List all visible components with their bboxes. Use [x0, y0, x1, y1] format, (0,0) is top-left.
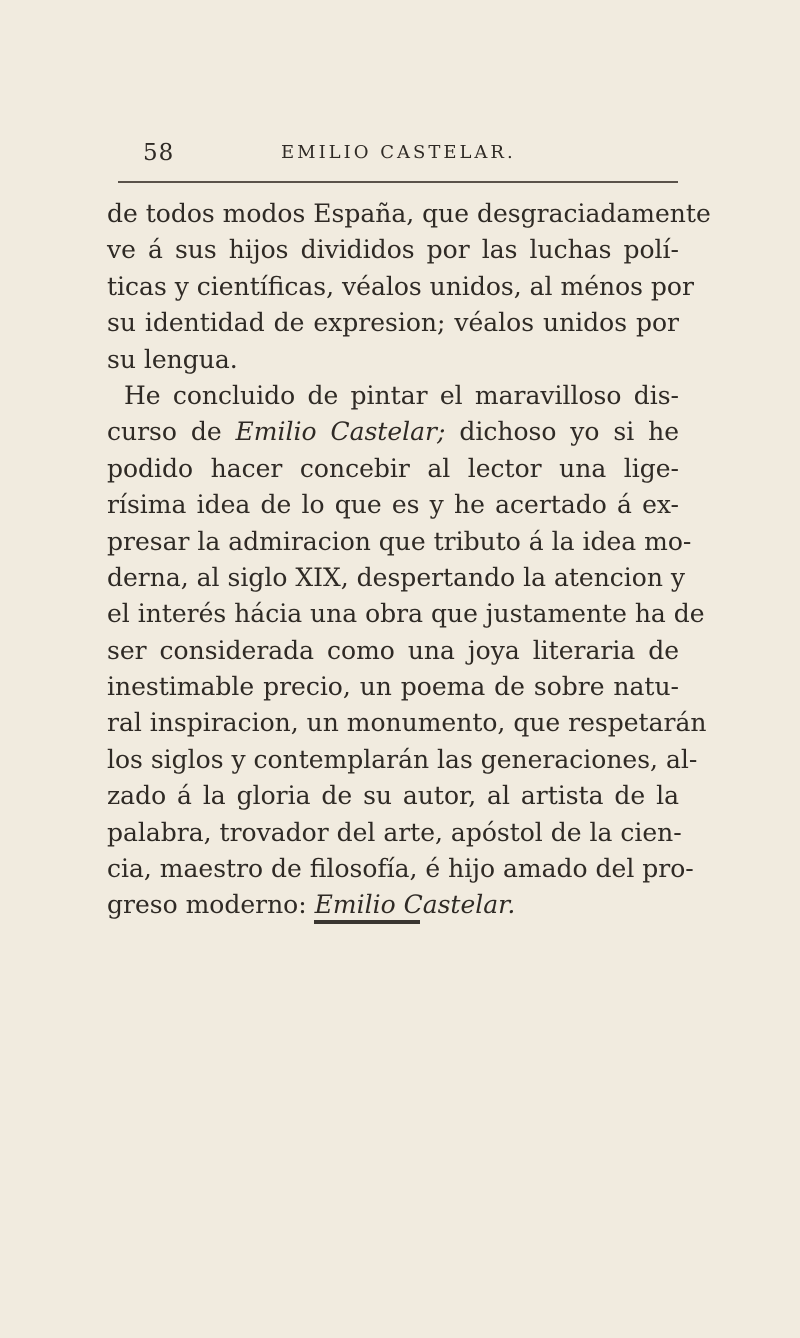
text-line-with-italic	[107, 414, 679, 450]
text-line: los siglos y contemplarán las generaciones, al-	[107, 744, 698, 774]
text-line: inestimable precio, un poema de sobre natu-	[107, 672, 679, 702]
text-line: el interés hácia una obra que justamente ha de	[107, 599, 705, 629]
text-line: su identidad de expresion; véalos unidos por	[107, 308, 679, 338]
page-header	[143, 140, 683, 174]
text-line: ticas y científicas, véalos unidos, al ménos por	[107, 271, 694, 301]
text-line: He concluido de pintar el maravilloso dis-	[124, 380, 679, 410]
italic-author-name-final: Emilio Castelar.	[314, 890, 516, 920]
text-line-final	[107, 887, 679, 923]
text-line: ser considerada como una joya literaria de	[107, 635, 679, 665]
text-line: zado á la gloria de su autor, al artista de la	[107, 781, 679, 811]
text-line: derna, al siglo XIX, despertando la atencion y	[107, 562, 686, 592]
running-head: EMILIO CASTELAR.	[281, 142, 516, 163]
text-line: su lengua.	[107, 344, 238, 374]
text-line: ral inspiracion, un monumento, que respetarán	[107, 708, 707, 738]
text-line: rísima idea de lo que es y he acertado á ex-	[107, 490, 679, 520]
text-line: de todos modos España, que desgraciadamente	[107, 199, 711, 228]
text-line: presar la admiracion que tributo á la idea mo-	[107, 526, 692, 556]
text-segment: greso moderno:	[107, 890, 307, 920]
body-text	[107, 196, 711, 924]
text-segment: dichoso yo si he	[459, 417, 679, 447]
italic-author-name: Emilio Castelar;	[235, 417, 446, 447]
page-number: 58	[143, 140, 175, 166]
text-line: podido hacer concebir al lector una lige-	[107, 453, 679, 483]
end-rule	[314, 920, 420, 924]
header-rule	[118, 181, 678, 183]
text-line: cia, maestro de filosofía, é hijo amado del pro-	[107, 854, 694, 884]
text-line: ve á sus hijos divididos por las luchas polí-	[107, 235, 679, 265]
text-line: palabra, trovador del arte, apóstol de la cien-	[107, 817, 682, 847]
text-segment: curso de	[107, 417, 222, 447]
